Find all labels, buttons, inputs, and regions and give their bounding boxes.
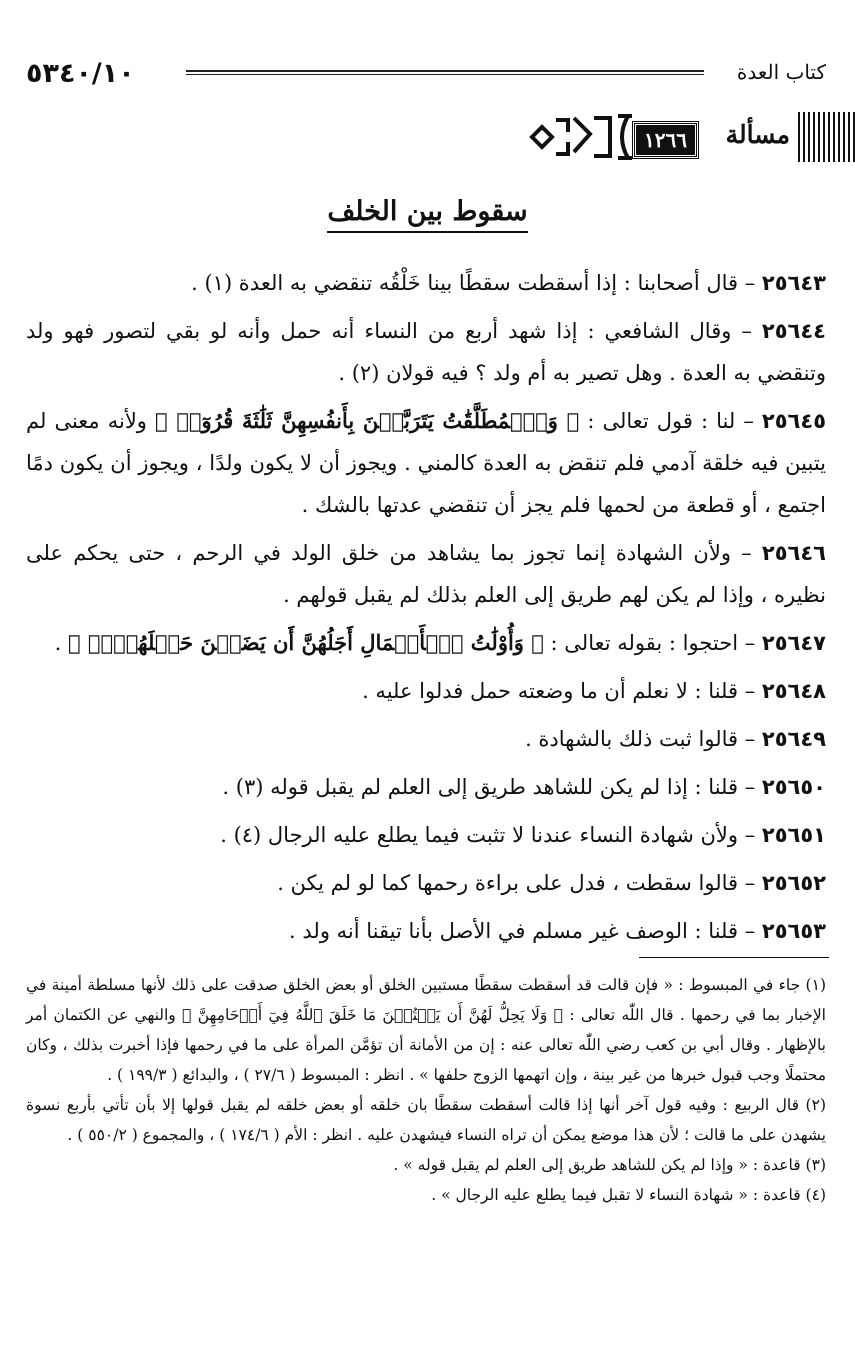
paragraph-text: – قال أصحابنا : إذا أسقطت سقطًا بينا خَلْقُه تنقضي به العدة (١) . [191, 271, 756, 295]
paragraph-text: – قالوا ثبت ذلك بالشهادة . [525, 727, 756, 751]
paragraph-number: ٢٥٦٤٦ [761, 541, 826, 565]
paragraph [26, 262, 826, 304]
footnote: (٤) قاعدة : « شهادة النساء لا تقبل فيما يطلع عليه الرجال » . [431, 1186, 826, 1204]
paragraph [26, 310, 826, 394]
paragraph-text: – قالوا سقطت ، فدل على براءة رحمها كما لو لم يكن . [277, 871, 756, 895]
masala-label: مسألة [725, 120, 790, 149]
section-heading [0, 196, 855, 227]
paragraph-number: ٢٥٦٤٧ [761, 631, 826, 655]
ornament-icon [528, 112, 638, 162]
book-title: كتاب العدة [736, 60, 826, 84]
paragraph [26, 910, 826, 952]
main-text [26, 262, 826, 952]
running-header [26, 54, 826, 94]
footnote: (٣) قاعدة : « وإذا لم يكن للشاهد طريق إلى العلم لم يقبل قوله » . [393, 1156, 826, 1174]
paragraph [26, 814, 826, 856]
section-heading-text: سقوط بين الخلف [327, 196, 527, 233]
paragraph-number: ٢٥٦٤٩ [761, 727, 826, 751]
paragraph-number: ٢٥٦٥٣ [761, 919, 826, 943]
paragraph-text: – قلنا : لا نعلم أن ما وضعته حمل فدلوا عليه . [362, 679, 756, 703]
masala-number: ١٢٦٦ [633, 122, 698, 158]
paragraph [26, 400, 826, 526]
paragraph-number: ٢٥٦٥٢ [761, 871, 826, 895]
stripe-decoration [798, 112, 855, 162]
paragraph-text: – ولأن شهادة النساء عندنا لا تثبت فيما يطلع عليه الرجال (٤) . [220, 823, 756, 847]
paragraph-text: – قلنا : إذا لم يكن للشاهد طريق إلى العلم لم يقبل قوله (٣) . [222, 775, 756, 799]
paragraph [26, 622, 826, 664]
paragraph-text: – ولأن الشهادة إنما تجوز بما يشاهد من خلق الولد في الرحم ، حتى يحكم على نظيره ، وإذا لم يكن لهم طريق إلى العلم بذلك لم يقبل قولهم . [26, 541, 826, 607]
paragraph-text: – قلنا : الوصف غير مسلم في الأصل بأنا تيقنا أنه ولد . [289, 919, 756, 943]
paragraph [26, 718, 826, 760]
paragraph-number: ٢٥٦٥٠ [761, 775, 826, 799]
page-reference: ٥٣٤٠/١٠ [26, 58, 135, 89]
masala-banner [528, 112, 855, 162]
paragraph [26, 532, 826, 616]
paragraph-number: ٢٥٦٤٣ [761, 271, 826, 295]
footnotes [26, 970, 826, 1210]
footnote: (٢) قال الربيع : وفيه قول آخر أنها إذا قالت أسقطت سقطًا بان خلقه أو بعض خلقه لم يقبل قولها إلا بأن تأتي بأربع نسوة يشهدن على ما قالت ؛ لأن هذا موضع يمكن أن تراه النساء فيشهدن عليه . انظر : الأم ( ١٧٤/٦ ) ، والمجموع ( ٥٥٠/٢ ) . [26, 1096, 826, 1144]
quran-verse: ﴿ وَٱلۡمُطَلَّقَٰتُ يَتَرَبَّصۡنَ بِأَنفُسِهِنَّ ثَلَٰثَةَ قُرُوٓءٖ ﴾ [155, 408, 580, 433]
paragraph [26, 670, 826, 712]
header-rule [186, 70, 704, 75]
paragraph-text: – لنا : قول تعالى : [587, 409, 754, 433]
paragraph [26, 766, 826, 808]
paragraph-number: ٢٥٦٤٨ [761, 679, 826, 703]
paragraph-text-cont: ولأنه معنى لم يتبين فيه خلقة آدمي فلم تنقض به العدة كالمني . ويجوز أن لا يكون ولدًا ، ويجوز أن يكون دمًا اجتمع ، أو قطعة من لحمها فلم يجز أن تنقضي عدتها بالشك . [26, 409, 826, 517]
paragraph-text-cont: . [54, 631, 62, 655]
quran-verse: ﴿ وَأُوْلَٰتُ ٱلۡأَحۡمَالِ أَجَلُهُنَّ أَن يَضَعۡنَ حَمۡلَهُنَّۚ ﴾ [67, 630, 544, 655]
paragraph-text: – وقال الشافعي : إذا شهد أربع من النساء أنه حمل وأنه لو بقي لتصور فهو ولد وتنقضي به العدة . وهل تصير به أم ولد ؟ فيه قولان (٢) . [26, 319, 826, 385]
paragraph-number: ٢٥٦٤٤ [761, 319, 826, 343]
footnote-separator [639, 957, 829, 958]
footnote: (١) جاء في المبسوط : « فإن قالت قد أسقطت سقطًا مستبين الخلق أو بعض الخلق صدقت على ذلك لأنها مسلطة أمينة في الإخبار بما في رحمها . قال اللّٰه تعالى : ﴿ وَلَا يَحِلُّ لَهُنَّ أَن يَكۡتُمۡنَ مَا خَلَقَ ٱللَّهُ فِيٓ أَرۡحَامِهِنَّ ﴾ والنهي عن الكتمان أمر بالإظهار . وقال أبي بن كعب رضي اللّٰه تعالى عنه : إن من الأمانة أن تؤمَّن المرأة على ما في رحمها فإذا أخبرت بذلك ، وكان محتملًا وجب قبول خبرها من غير بينة ، وإن اتهمها الزوج حلفها » . انظر : المبسوط ( ٢٧/٦ ) ، والبدائع ( ١٩٩/٣ ) . [26, 976, 826, 1084]
paragraph-text: – احتجوا : بقوله تعالى : [550, 631, 756, 655]
paragraph-number: ٢٥٦٤٥ [761, 409, 827, 433]
paragraph-number: ٢٥٦٥١ [761, 823, 826, 847]
paragraph [26, 862, 826, 904]
